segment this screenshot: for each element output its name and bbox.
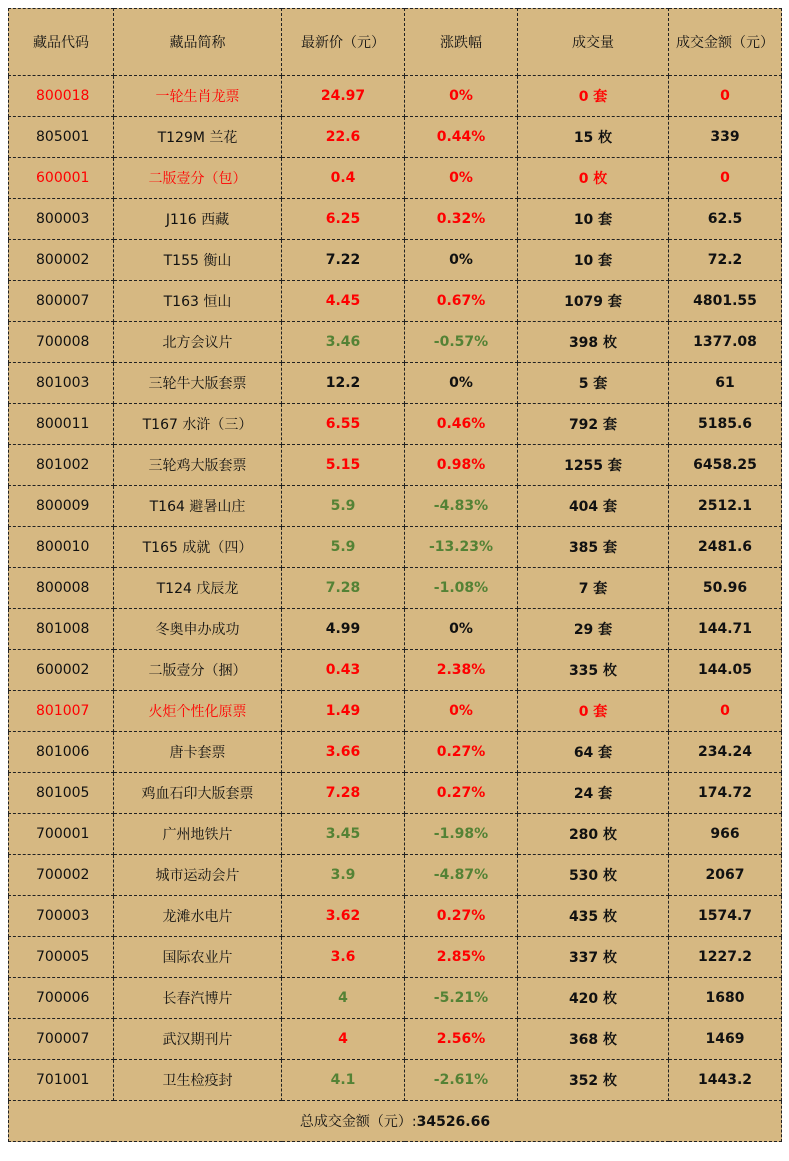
trade-volume-cell: 15 枚 (518, 117, 669, 158)
price-change-cell: 0.27% (405, 896, 518, 937)
stamp-name-cell: 冬奥申办成功 (114, 609, 282, 650)
stamp-code-cell: 800008 (9, 568, 114, 609)
latest-price-cell: 4.45 (282, 281, 405, 322)
latest-price-cell: 4.1 (282, 1060, 405, 1101)
stamp-code-cell: 700007 (9, 1019, 114, 1060)
price-change-cell: 0% (405, 76, 518, 117)
trade-amount-cell: 2481.6 (669, 527, 782, 568)
trade-volume-cell: 404 套 (518, 486, 669, 527)
price-change-cell: 0.27% (405, 773, 518, 814)
trade-volume-cell: 435 枚 (518, 896, 669, 937)
stamp-name-cell: 三轮牛大版套票 (114, 363, 282, 404)
stamp-name-cell: 北方会议片 (114, 322, 282, 363)
stamp-name-cell: 唐卡套票 (114, 732, 282, 773)
trade-amount-cell: 144.05 (669, 650, 782, 691)
stamp-code-cell: 700001 (9, 814, 114, 855)
trade-amount-cell: 61 (669, 363, 782, 404)
stamp-code-cell: 800009 (9, 486, 114, 527)
table-row (9, 445, 782, 486)
latest-price-cell: 1.49 (282, 691, 405, 732)
stamp-name-cell: 武汉期刊片 (114, 1019, 282, 1060)
header-volume: 成交量 (518, 9, 669, 76)
latest-price-cell: 5.9 (282, 486, 405, 527)
stamp-name-cell: 龙滩水电片 (114, 896, 282, 937)
stamp-code-cell: 600002 (9, 650, 114, 691)
stamp-code-cell: 700008 (9, 322, 114, 363)
latest-price-cell: 3.45 (282, 814, 405, 855)
stamp-market-table-container (8, 8, 781, 1142)
trade-amount-cell: 234.24 (669, 732, 782, 773)
trade-volume-cell: 352 枚 (518, 1060, 669, 1101)
latest-price-cell: 12.2 (282, 363, 405, 404)
latest-price-cell: 7.22 (282, 240, 405, 281)
stamp-code-cell: 805001 (9, 117, 114, 158)
table-row (9, 978, 782, 1019)
stamp-name-cell: T164 避暑山庄 (114, 486, 282, 527)
latest-price-cell: 3.9 (282, 855, 405, 896)
stamp-code-cell: 600001 (9, 158, 114, 199)
table-footer-row (9, 1101, 782, 1142)
table-row (9, 322, 782, 363)
table-row (9, 240, 782, 281)
trade-volume-cell: 420 枚 (518, 978, 669, 1019)
total-amount-value: 34526.66 (416, 1114, 491, 1130)
trade-amount-cell: 1377.08 (669, 322, 782, 363)
stamp-code-cell: 700003 (9, 896, 114, 937)
price-change-cell: 0.46% (405, 404, 518, 445)
trade-amount-cell: 174.72 (669, 773, 782, 814)
latest-price-cell: 3.66 (282, 732, 405, 773)
trade-amount-cell: 1680 (669, 978, 782, 1019)
latest-price-cell: 22.6 (282, 117, 405, 158)
trade-volume-cell: 10 套 (518, 199, 669, 240)
table-row (9, 773, 782, 814)
stamp-name-cell: T167 水浒（三） (114, 404, 282, 445)
price-change-cell: 0% (405, 363, 518, 404)
latest-price-cell: 0.43 (282, 650, 405, 691)
total-amount-cell (9, 1101, 782, 1142)
trade-amount-cell: 6458.25 (669, 445, 782, 486)
trade-amount-cell: 1469 (669, 1019, 782, 1060)
price-change-cell: 0% (405, 240, 518, 281)
stamp-market-table (8, 8, 782, 1142)
trade-amount-cell: 5185.6 (669, 404, 782, 445)
price-change-cell: -13.23% (405, 527, 518, 568)
trade-volume-cell: 792 套 (518, 404, 669, 445)
trade-volume-cell: 5 套 (518, 363, 669, 404)
price-change-cell: 0.32% (405, 199, 518, 240)
latest-price-cell: 5.15 (282, 445, 405, 486)
trade-amount-cell: 72.2 (669, 240, 782, 281)
price-change-cell: 0.98% (405, 445, 518, 486)
trade-volume-cell: 0 套 (518, 76, 669, 117)
stamp-code-cell: 701001 (9, 1060, 114, 1101)
trade-volume-cell: 280 枚 (518, 814, 669, 855)
price-change-cell: 0% (405, 158, 518, 199)
trade-amount-cell: 144.71 (669, 609, 782, 650)
stamp-code-cell: 801006 (9, 732, 114, 773)
stamp-name-cell: T165 成就（四） (114, 527, 282, 568)
table-row (9, 1019, 782, 1060)
trade-amount-cell: 62.5 (669, 199, 782, 240)
price-change-cell: 0.67% (405, 281, 518, 322)
table-row (9, 937, 782, 978)
price-change-cell: -1.98% (405, 814, 518, 855)
stamp-code-cell: 800011 (9, 404, 114, 445)
stamp-code-cell: 800002 (9, 240, 114, 281)
trade-volume-cell: 1255 套 (518, 445, 669, 486)
table-row (9, 814, 782, 855)
stamp-name-cell: 三轮鸡大版套票 (114, 445, 282, 486)
table-row (9, 117, 782, 158)
latest-price-cell: 6.25 (282, 199, 405, 240)
price-change-cell: 0% (405, 691, 518, 732)
trade-volume-cell: 29 套 (518, 609, 669, 650)
stamp-name-cell: 长春汽博片 (114, 978, 282, 1019)
table-row (9, 281, 782, 322)
table-row (9, 158, 782, 199)
stamp-name-cell: J116 西藏 (114, 199, 282, 240)
stamp-code-cell: 801003 (9, 363, 114, 404)
latest-price-cell: 5.9 (282, 527, 405, 568)
table-row (9, 486, 782, 527)
table-row (9, 609, 782, 650)
latest-price-cell: 3.6 (282, 937, 405, 978)
trade-amount-cell: 1443.2 (669, 1060, 782, 1101)
table-row (9, 1060, 782, 1101)
trade-volume-cell: 24 套 (518, 773, 669, 814)
price-change-cell: -4.83% (405, 486, 518, 527)
stamp-code-cell: 801005 (9, 773, 114, 814)
latest-price-cell: 6.55 (282, 404, 405, 445)
trade-volume-cell: 10 套 (518, 240, 669, 281)
latest-price-cell: 3.62 (282, 896, 405, 937)
stamp-code-cell: 800018 (9, 76, 114, 117)
stamp-name-cell: 一轮生肖龙票 (114, 76, 282, 117)
stamp-code-cell: 700002 (9, 855, 114, 896)
table-row (9, 896, 782, 937)
price-change-cell: 2.85% (405, 937, 518, 978)
header-change: 涨跌幅 (405, 9, 518, 76)
price-change-cell: 0% (405, 609, 518, 650)
stamp-code-cell: 800007 (9, 281, 114, 322)
table-row (9, 855, 782, 896)
table-row (9, 199, 782, 240)
header-amount: 成交金额（元） (669, 9, 782, 76)
latest-price-cell: 0.4 (282, 158, 405, 199)
table-body (9, 76, 782, 1101)
stamp-name-cell: T124 戊辰龙 (114, 568, 282, 609)
stamp-name-cell: T163 恒山 (114, 281, 282, 322)
trade-volume-cell: 368 枚 (518, 1019, 669, 1060)
table-row (9, 527, 782, 568)
price-change-cell: -1.08% (405, 568, 518, 609)
stamp-code-cell: 700006 (9, 978, 114, 1019)
total-amount-label: 总成交金额（元）: (299, 1114, 417, 1130)
table-row (9, 650, 782, 691)
price-change-cell: -0.57% (405, 322, 518, 363)
header-name: 藏品简称 (114, 9, 282, 76)
latest-price-cell: 24.97 (282, 76, 405, 117)
latest-price-cell: 4.99 (282, 609, 405, 650)
latest-price-cell: 3.46 (282, 322, 405, 363)
latest-price-cell: 7.28 (282, 568, 405, 609)
stamp-code-cell: 801002 (9, 445, 114, 486)
stamp-name-cell: 鸡血石印大版套票 (114, 773, 282, 814)
trade-volume-cell: 1079 套 (518, 281, 669, 322)
trade-amount-cell: 0 (669, 76, 782, 117)
table-row (9, 76, 782, 117)
trade-volume-cell: 7 套 (518, 568, 669, 609)
price-change-cell: 0.44% (405, 117, 518, 158)
stamp-name-cell: T155 衡山 (114, 240, 282, 281)
trade-volume-cell: 398 枚 (518, 322, 669, 363)
trade-amount-cell: 50.96 (669, 568, 782, 609)
header-code: 藏品代码 (9, 9, 114, 76)
stamp-name-cell: 国际农业片 (114, 937, 282, 978)
table-row (9, 691, 782, 732)
trade-volume-cell: 64 套 (518, 732, 669, 773)
trade-volume-cell: 0 套 (518, 691, 669, 732)
stamp-code-cell: 700005 (9, 937, 114, 978)
stamp-code-cell: 800003 (9, 199, 114, 240)
price-change-cell: 0.27% (405, 732, 518, 773)
trade-amount-cell: 966 (669, 814, 782, 855)
stamp-name-cell: 广州地铁片 (114, 814, 282, 855)
price-change-cell: 2.56% (405, 1019, 518, 1060)
trade-volume-cell: 335 枚 (518, 650, 669, 691)
price-change-cell: -2.61% (405, 1060, 518, 1101)
trade-amount-cell: 1574.7 (669, 896, 782, 937)
stamp-name-cell: 火炬个性化原票 (114, 691, 282, 732)
latest-price-cell: 4 (282, 978, 405, 1019)
price-change-cell: -5.21% (405, 978, 518, 1019)
price-change-cell: -4.87% (405, 855, 518, 896)
trade-amount-cell: 0 (669, 691, 782, 732)
stamp-name-cell: 二版壹分（包） (114, 158, 282, 199)
stamp-code-cell: 801008 (9, 609, 114, 650)
trade-volume-cell: 385 套 (518, 527, 669, 568)
stamp-name-cell: 卫生检疫封 (114, 1060, 282, 1101)
trade-volume-cell: 0 枚 (518, 158, 669, 199)
trade-volume-cell: 337 枚 (518, 937, 669, 978)
trade-amount-cell: 4801.55 (669, 281, 782, 322)
stamp-code-cell: 801007 (9, 691, 114, 732)
table-row (9, 363, 782, 404)
trade-amount-cell: 339 (669, 117, 782, 158)
stamp-name-cell: 二版壹分（捆） (114, 650, 282, 691)
trade-amount-cell: 2067 (669, 855, 782, 896)
table-row (9, 568, 782, 609)
trade-amount-cell: 0 (669, 158, 782, 199)
trade-volume-cell: 530 枚 (518, 855, 669, 896)
table-header-row (9, 9, 782, 76)
table-row (9, 732, 782, 773)
latest-price-cell: 4 (282, 1019, 405, 1060)
price-change-cell: 2.38% (405, 650, 518, 691)
stamp-name-cell: 城市运动会片 (114, 855, 282, 896)
table-row (9, 404, 782, 445)
stamp-name-cell: T129M 兰花 (114, 117, 282, 158)
header-price: 最新价（元） (282, 9, 405, 76)
trade-amount-cell: 2512.1 (669, 486, 782, 527)
stamp-code-cell: 800010 (9, 527, 114, 568)
trade-amount-cell: 1227.2 (669, 937, 782, 978)
latest-price-cell: 7.28 (282, 773, 405, 814)
